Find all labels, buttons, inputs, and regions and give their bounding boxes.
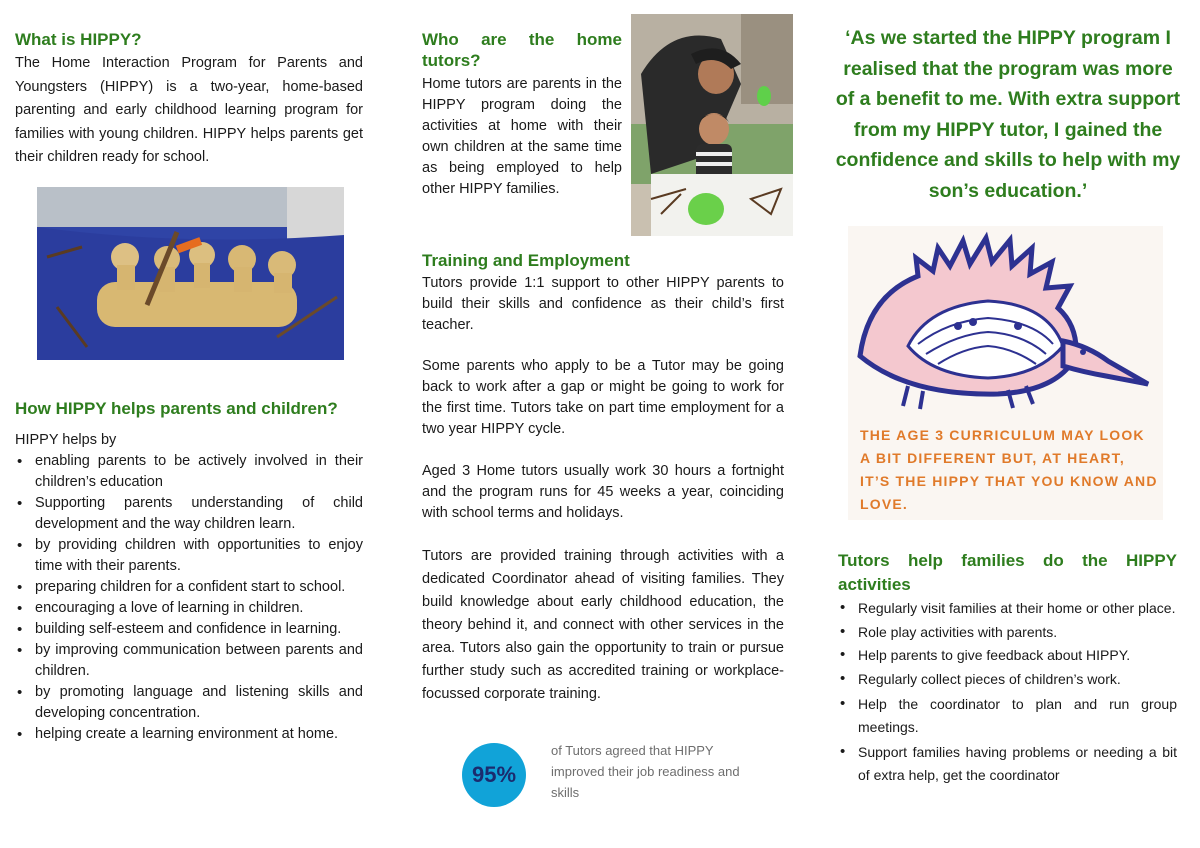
training-paragraph-3: Aged 3 Home tutors usually work 30 hours a fortnight and the program runs for 45 weeks a year, coinciding with school terms and holidays. xyxy=(422,463,784,521)
curriculum-card-text: THE AGE 3 CURRICULUM MAY LOOK A BIT DIFFERENT BUT, AT HEART, IT’S THE HIPPY THAT YOU KNOW AND LOVE. xyxy=(860,427,1158,512)
how-hippy-helps-list xyxy=(15,451,363,745)
list-item: • by promoting language and listening skills and developing concentration. xyxy=(15,682,363,724)
list-item: • Help parents to give feedback about HIPPY. xyxy=(838,644,1177,667)
training-paragraph-4: Tutors are provided training through activities with a dedicated Coordinator ahead of visiting families. They build knowledge about early childhood education, the theory behind it, and connect with other services in the area. Tutors also gain the opportunity to train or pursue further study such as accredited training or workplace-focussed corporate training. xyxy=(422,548,784,702)
list-item: • preparing children for a confident start to school. xyxy=(15,577,363,598)
list-item: • Support families having problems or needing a bit of extra help, get the coordinator xyxy=(838,741,1177,786)
who-are-tutors-text: Home tutors are parents in the HIPPY program doing the activities at home with their own children at the same time as being employed to help other HIPPY families. xyxy=(422,76,622,197)
echidna-icon xyxy=(848,226,1163,416)
how-hippy-helps-intro: HIPPY helps by xyxy=(15,432,117,448)
stat-text: of Tutors agreed that HIPPY improved their job readiness and skills xyxy=(551,743,740,800)
list-item: • enabling parents to be actively involved in their children’s education xyxy=(15,451,363,493)
parent-quote: ‘As we started the HIPPY program I realised that the program was more of a benefit to me. With extra support from my HIPPY tutor, I gained the confidence and skills to help with my son’s education.’ xyxy=(835,27,1181,202)
tutor-photo-illustration xyxy=(631,14,793,236)
training-paragraph-2: Some parents who apply to be a Tutor may be going back to work after a gap or might be going to work for the first time. Tutors take on part time employment for a two year HIPPY cycle. xyxy=(422,358,784,437)
what-is-hippy-text: The Home Interaction Program for Parents and Youngsters (HIPPY) is a two-year, home-based parenting and early childhood learning program for families with young children. HIPPY helps parents get their children ready for school. xyxy=(15,55,363,165)
stat-badge xyxy=(462,743,526,807)
list-item: • encouraging a love of learning in children. xyxy=(15,598,363,619)
list-item: • Help the coordinator to plan and run group meetings. xyxy=(838,693,1177,738)
playdough-photo xyxy=(37,187,344,360)
playdough-photo-illustration xyxy=(37,187,344,360)
list-item: • Supporting parents understanding of child development and the way children learn. xyxy=(15,493,363,535)
echidna-card xyxy=(848,226,1163,520)
what-is-hippy-heading: What is HIPPY? xyxy=(15,30,142,49)
who-are-tutors-heading: Who are the home tutors? xyxy=(422,30,622,70)
stat-value: 95% xyxy=(471,762,517,787)
training-paragraph-1: Tutors provide 1:1 support to other HIPPY parents to build their skills and confidence as their child’s first teacher. xyxy=(422,275,784,333)
list-item: • Regularly visit families at their home or other place. xyxy=(838,597,1177,620)
tutors-help-heading: Tutors help families do the HIPPY activities xyxy=(838,551,1177,594)
list-item: • by improving communication between parents and children. xyxy=(15,640,363,682)
tutors-help-list xyxy=(838,597,1177,786)
list-item: • helping create a learning environment at home. xyxy=(15,724,363,745)
tutor-and-child-photo xyxy=(631,14,793,236)
list-item: • Role play activities with parents. xyxy=(838,621,1177,644)
list-item: • by providing children with opportunities to enjoy time with their parents. xyxy=(15,535,363,577)
list-item: • Regularly collect pieces of children’s work. xyxy=(838,668,1177,691)
how-hippy-helps-heading: How HIPPY helps parents and children? xyxy=(15,399,338,418)
list-item: • building self-esteem and confidence in learning. xyxy=(15,619,363,640)
training-employment-heading: Training and Employment xyxy=(422,251,630,270)
